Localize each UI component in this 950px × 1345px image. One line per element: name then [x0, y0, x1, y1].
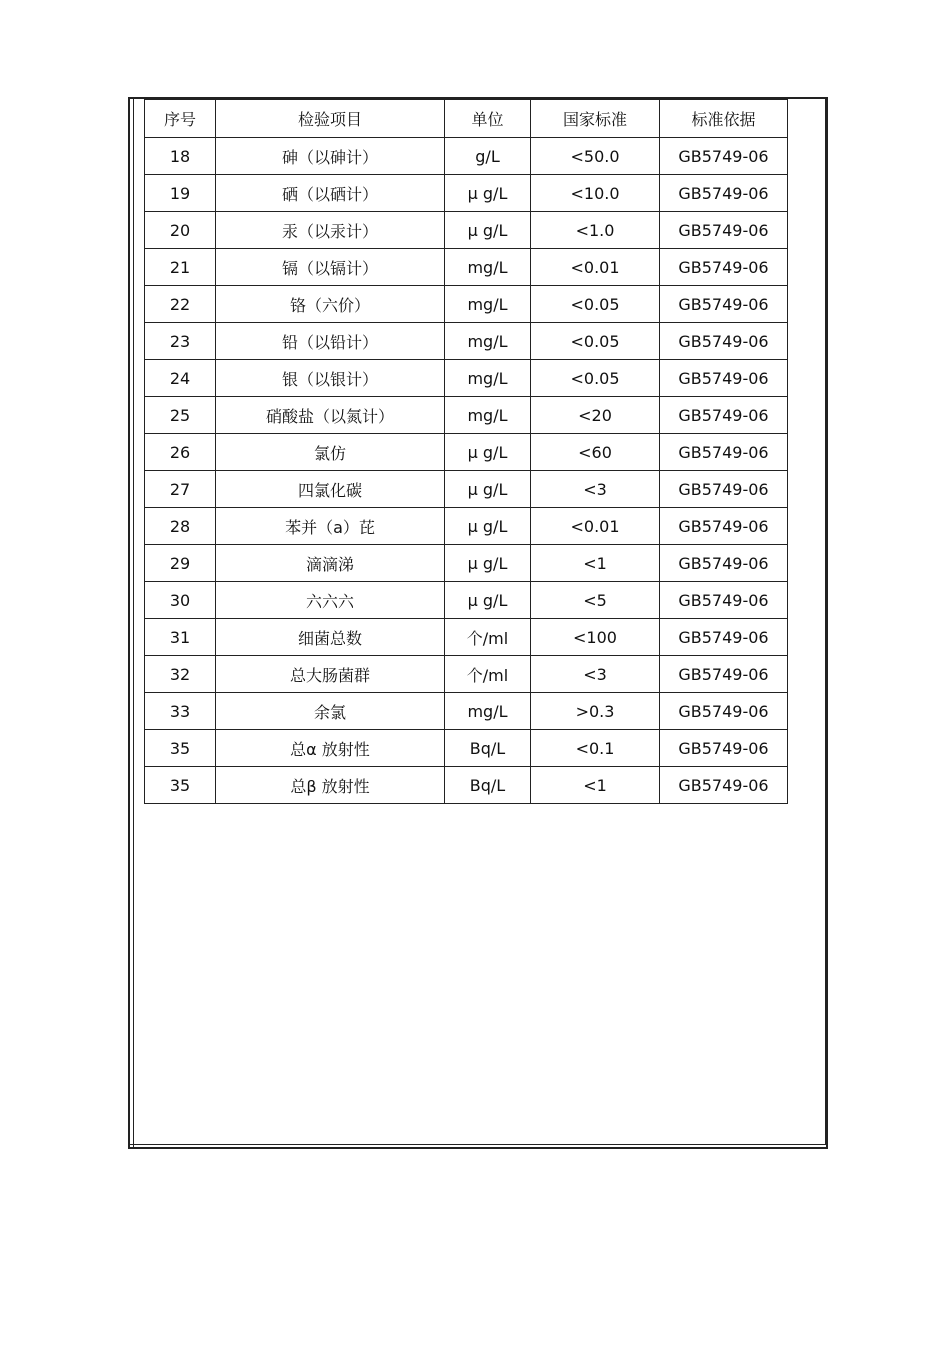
- cell-standard: >0.3: [531, 693, 660, 730]
- header-cell-unit: 单位: [445, 100, 531, 138]
- cell-index: 23: [145, 323, 216, 360]
- cell-item: 汞（以汞计）: [216, 212, 445, 249]
- cell-basis: GB5749-06: [660, 249, 788, 286]
- cell-item: 铅（以铅计）: [216, 323, 445, 360]
- cell-unit: g/L: [445, 138, 531, 175]
- cell-standard: <0.05: [531, 286, 660, 323]
- cell-item: 砷（以砷计）: [216, 138, 445, 175]
- cell-index: 22: [145, 286, 216, 323]
- cell-item: 铬（六价）: [216, 286, 445, 323]
- table-row: [145, 619, 788, 656]
- cell-standard: <50.0: [531, 138, 660, 175]
- cell-standard: <60: [531, 434, 660, 471]
- cell-standard: <10.0: [531, 175, 660, 212]
- table-row: [145, 656, 788, 693]
- table-row: [145, 545, 788, 582]
- table-row: [145, 397, 788, 434]
- results-table: [144, 99, 788, 804]
- cell-item: 总α 放射性: [216, 730, 445, 767]
- frame-bottom-rule: [130, 1144, 826, 1145]
- cell-item: 总β 放射性: [216, 767, 445, 804]
- cell-unit: mg/L: [445, 249, 531, 286]
- cell-unit: μ g/L: [445, 582, 531, 619]
- header-cell-item: 检验项目: [216, 100, 445, 138]
- cell-index: 18: [145, 138, 216, 175]
- cell-index: 21: [145, 249, 216, 286]
- cell-unit: Bq/L: [445, 730, 531, 767]
- cell-basis: GB5749-06: [660, 693, 788, 730]
- cell-basis: GB5749-06: [660, 212, 788, 249]
- cell-item: 镉（以镉计）: [216, 249, 445, 286]
- cell-item: 滴滴涕: [216, 545, 445, 582]
- cell-unit: 个/ml: [445, 656, 531, 693]
- cell-unit: mg/L: [445, 286, 531, 323]
- table-row: [145, 286, 788, 323]
- table-row: [145, 212, 788, 249]
- cell-index: 26: [145, 434, 216, 471]
- cell-unit: μ g/L: [445, 434, 531, 471]
- cell-index: 35: [145, 730, 216, 767]
- cell-item: 银（以银计）: [216, 360, 445, 397]
- cell-basis: GB5749-06: [660, 730, 788, 767]
- cell-basis: GB5749-06: [660, 360, 788, 397]
- cell-standard: <0.05: [531, 360, 660, 397]
- table-row: [145, 138, 788, 175]
- cell-unit: μ g/L: [445, 545, 531, 582]
- cell-basis: GB5749-06: [660, 323, 788, 360]
- header-cell-basis: 标准依据: [660, 100, 788, 138]
- table-row: [145, 175, 788, 212]
- cell-item: 硒（以硒计）: [216, 175, 445, 212]
- table-header-row: [145, 100, 788, 138]
- cell-standard: <0.1: [531, 730, 660, 767]
- cell-unit: μ g/L: [445, 212, 531, 249]
- cell-item: 氯仿: [216, 434, 445, 471]
- cell-unit: mg/L: [445, 360, 531, 397]
- cell-basis: GB5749-06: [660, 656, 788, 693]
- cell-item: 总大肠菌群: [216, 656, 445, 693]
- cell-basis: GB5749-06: [660, 545, 788, 582]
- cell-index: 29: [145, 545, 216, 582]
- cell-index: 28: [145, 508, 216, 545]
- cell-standard: <100: [531, 619, 660, 656]
- cell-unit: mg/L: [445, 693, 531, 730]
- cell-item: 四氯化碳: [216, 471, 445, 508]
- cell-unit: Bq/L: [445, 767, 531, 804]
- cell-unit: μ g/L: [445, 175, 531, 212]
- cell-index: 24: [145, 360, 216, 397]
- cell-standard: <0.05: [531, 323, 660, 360]
- cell-basis: GB5749-06: [660, 582, 788, 619]
- cell-basis: GB5749-06: [660, 175, 788, 212]
- cell-standard: <5: [531, 582, 660, 619]
- cell-basis: GB5749-06: [660, 434, 788, 471]
- cell-unit: 个/ml: [445, 619, 531, 656]
- cell-standard: <1: [531, 545, 660, 582]
- table-row: [145, 471, 788, 508]
- table-row: [145, 360, 788, 397]
- cell-standard: <20: [531, 397, 660, 434]
- table-row: [145, 323, 788, 360]
- cell-basis: GB5749-06: [660, 138, 788, 175]
- cell-basis: GB5749-06: [660, 508, 788, 545]
- cell-standard: <3: [531, 656, 660, 693]
- cell-index: 32: [145, 656, 216, 693]
- header-cell-standard: 国家标准: [531, 100, 660, 138]
- cell-unit: μ g/L: [445, 471, 531, 508]
- cell-basis: GB5749-06: [660, 397, 788, 434]
- cell-standard: <0.01: [531, 249, 660, 286]
- table-row: [145, 693, 788, 730]
- table-row: [145, 249, 788, 286]
- cell-basis: GB5749-06: [660, 767, 788, 804]
- cell-basis: GB5749-06: [660, 619, 788, 656]
- cell-unit: μ g/L: [445, 508, 531, 545]
- cell-standard: <1.0: [531, 212, 660, 249]
- cell-item: 六六六: [216, 582, 445, 619]
- cell-index: 27: [145, 471, 216, 508]
- cell-item: 苯并（a）芘: [216, 508, 445, 545]
- cell-index: 19: [145, 175, 216, 212]
- cell-index: 33: [145, 693, 216, 730]
- cell-index: 25: [145, 397, 216, 434]
- cell-standard: <0.01: [531, 508, 660, 545]
- cell-index: 35: [145, 767, 216, 804]
- cell-unit: mg/L: [445, 323, 531, 360]
- cell-item: 细菌总数: [216, 619, 445, 656]
- cell-basis: GB5749-06: [660, 471, 788, 508]
- table-row: [145, 730, 788, 767]
- table-row: [145, 508, 788, 545]
- cell-standard: <1: [531, 767, 660, 804]
- cell-item: 余氯: [216, 693, 445, 730]
- table-row: [145, 582, 788, 619]
- cell-index: 31: [145, 619, 216, 656]
- cell-basis: GB5749-06: [660, 286, 788, 323]
- table-row: [145, 434, 788, 471]
- cell-index: 30: [145, 582, 216, 619]
- cell-standard: <3: [531, 471, 660, 508]
- table-row: [145, 767, 788, 804]
- cell-item: 硝酸盐（以氮计）: [216, 397, 445, 434]
- header-cell-index: 序号: [145, 100, 216, 138]
- cell-unit: mg/L: [445, 397, 531, 434]
- cell-index: 20: [145, 212, 216, 249]
